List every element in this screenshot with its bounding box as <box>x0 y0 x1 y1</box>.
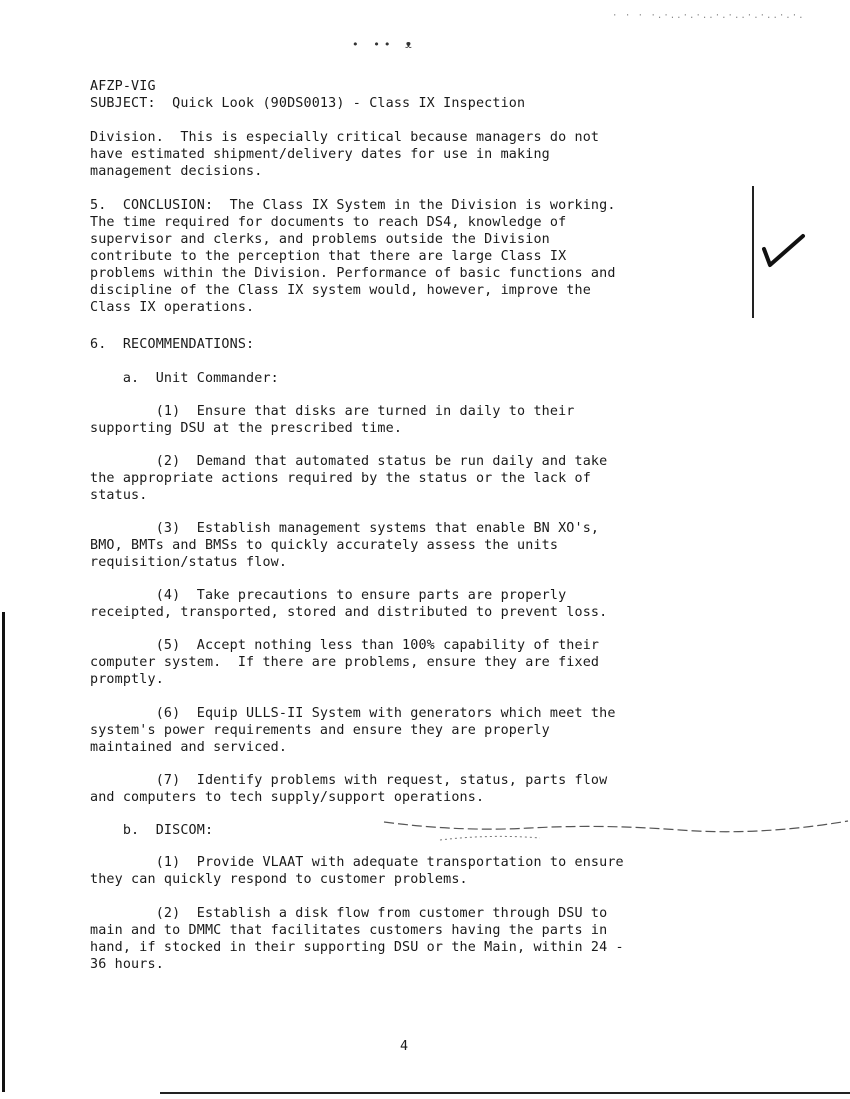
recommendation-item: (7) Identify problems with request, status, parts flow and computers to tech supply/support operations. <box>90 773 608 805</box>
pen-stroke-mark <box>380 818 850 854</box>
scan-noise: · · · ·.·..·.·..·.·..·.·..·.·. <box>612 11 805 21</box>
header-marks: • •• ᴥ <box>352 38 416 51</box>
recommendations-heading: 6. RECOMMENDATIONS: <box>90 337 255 352</box>
discom-item: (2) Establish a disk flow from customer through DSU to main and to DMMC that facilitates customers having the parts in hand, if stocked in their supporting DSU or the Main, within 24 - 36 hours. <box>90 906 624 972</box>
scan-edge-left <box>2 612 5 1092</box>
recommendation-item: (4) Take precautions to ensure parts are properly receipted, transported, stored and distributed to prevent loss. <box>90 588 608 620</box>
unit-commander-heading: a. Unit Commander: <box>90 371 279 386</box>
paragraph-continuation: Division. This is especially critical because managers do not have estimated shipment/delivery dates for use in making management decisions. <box>90 130 600 179</box>
scan-edge-bottom <box>160 1092 850 1094</box>
recommendation-item: (6) Equip ULLS-II System with generators which meet the system's power requirements and ensure they are properly maintained and serviced. <box>90 706 616 755</box>
discom-heading: b. DISCOM: <box>90 823 214 838</box>
discom-item: (1) Provide VLAAT with adequate transportation to ensure they can quickly respond to customer problems. <box>90 855 624 887</box>
recommendation-item: (5) Accept nothing less than 100% capability of their computer system. If there are problems, ensure they are fixed promptly. <box>90 638 600 687</box>
recommendation-item: (1) Ensure that disks are turned in daily to their supporting DSU at the prescribed time. <box>90 404 575 436</box>
recommendation-item: (3) Establish management systems that enable BN XO's, BMO, BMTs and BMSs to quickly accurately assess the units requisition/status flow. <box>90 521 600 570</box>
paragraph-conclusion: 5. CONCLUSION: The Class IX System in the Division is working. The time required for documents to reach DS4, knowledge of supervisor and clerks, and problems outside the Division contribute to the perception that there are large Class IX problems within the Division. Performance of basic functions and discipline of the Class IX system would, however, improve the Class IX operations. <box>90 198 616 315</box>
recommendation-item: (2) Demand that automated status be run daily and take the appropriate actions required by the status or the lack of status. <box>90 454 608 503</box>
margin-bracket-line <box>752 186 754 318</box>
checkmark-icon <box>760 232 806 268</box>
subject-line: SUBJECT: Quick Look (90DS0013) - Class IX Inspection <box>90 96 526 111</box>
page-number: 4 <box>400 1039 409 1054</box>
office-symbol: AFZP-VIG <box>90 79 156 94</box>
